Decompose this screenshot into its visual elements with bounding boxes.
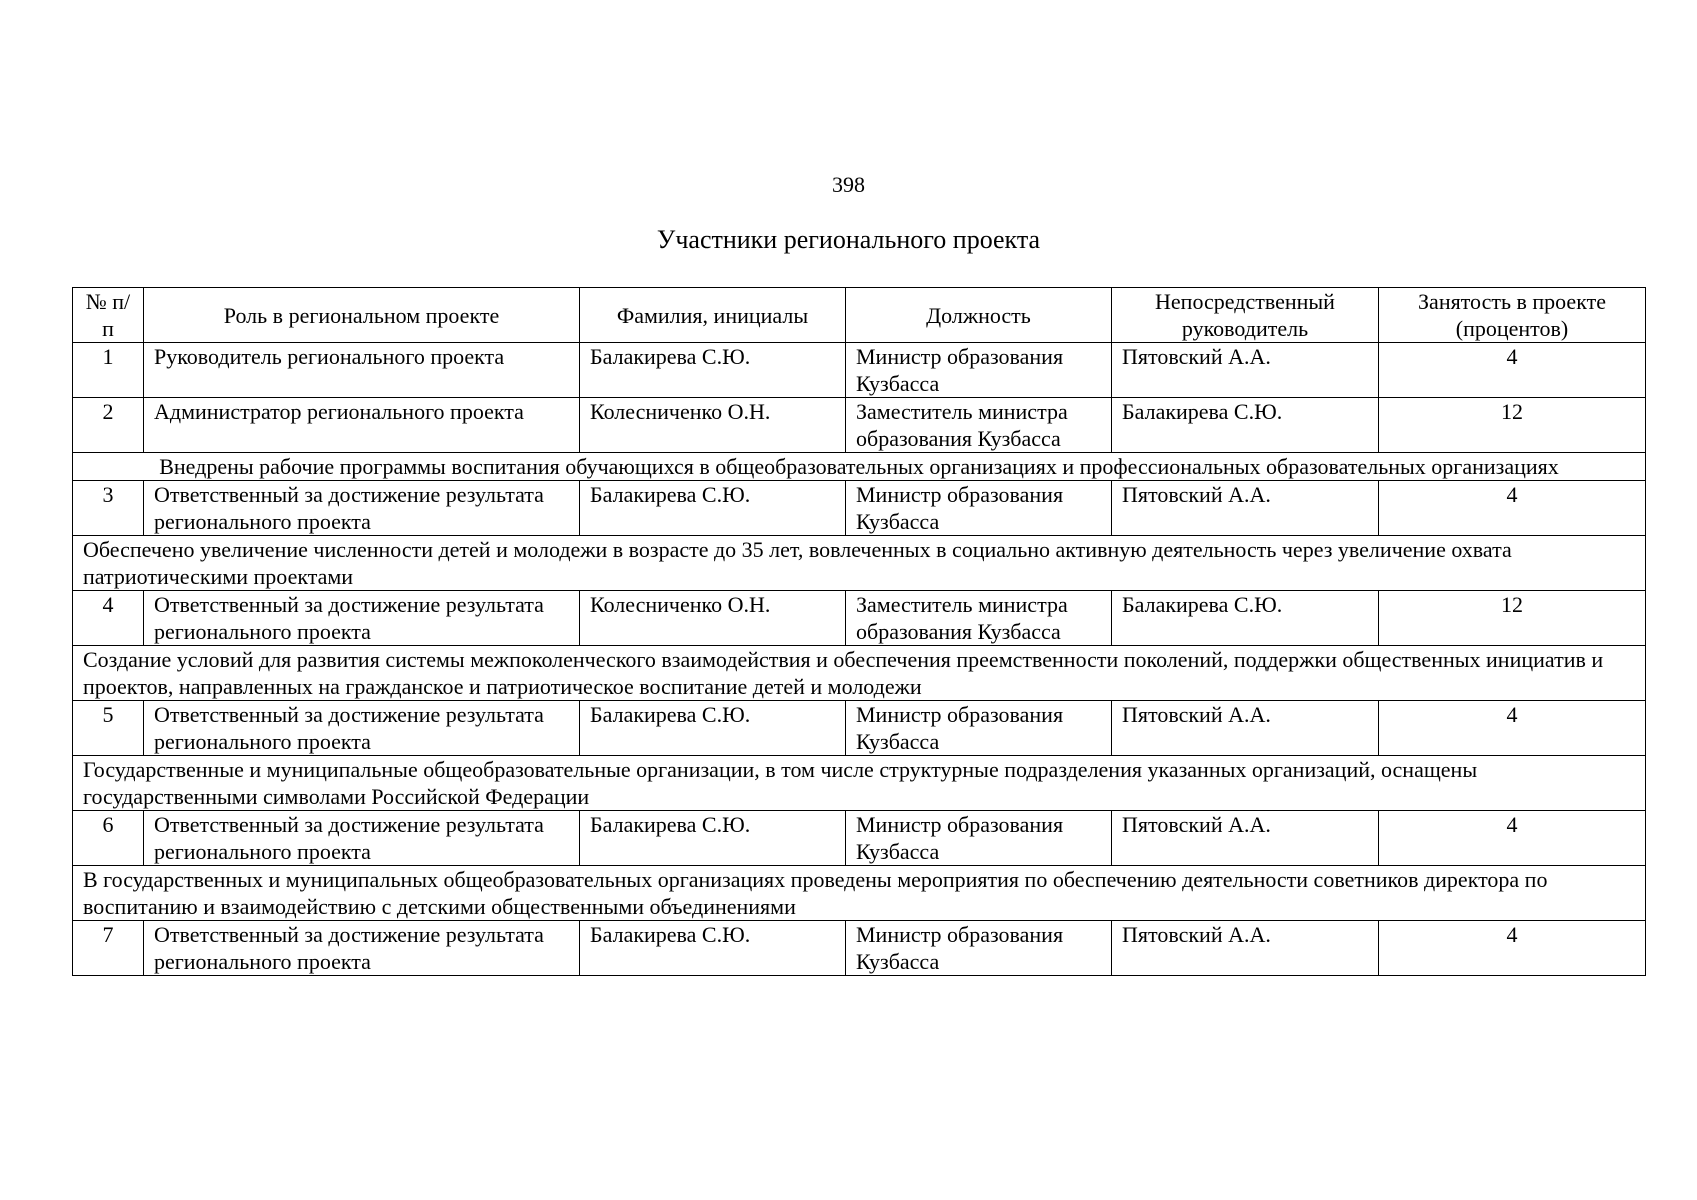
cell-role: Ответственный за достижение результата регионального проекта — [144, 701, 580, 756]
section-title: Государственные и муниципальные общеобразовательные организации, в том числе структурные подразделения указанных организаций, оснащены государственными символами Российской Федерации — [73, 756, 1646, 811]
cell-num: 3 — [73, 481, 144, 536]
cell-position: Заместитель министра образования Кузбасса — [846, 398, 1112, 453]
table-row — [73, 921, 1646, 976]
cell-num: 6 — [73, 811, 144, 866]
table-row — [73, 343, 1646, 398]
header-role: Роль в региональном проекте — [144, 288, 580, 343]
cell-position: Министр образования Кузбасса — [846, 481, 1112, 536]
cell-role: Руководитель регионального проекта — [144, 343, 580, 398]
section-row — [73, 536, 1646, 591]
header-name: Фамилия, инициалы — [580, 288, 846, 343]
cell-name: Балакирева С.Ю. — [580, 343, 846, 398]
section-row — [73, 646, 1646, 701]
table-row — [73, 591, 1646, 646]
cell-name: Балакирева С.Ю. — [580, 921, 846, 976]
document-title: Участники регионального проекта — [656, 225, 1041, 254]
cell-position: Министр образования Кузбасса — [846, 343, 1112, 398]
cell-position: Министр образования Кузбасса — [846, 811, 1112, 866]
header-row — [73, 288, 1646, 343]
cell-employment: 4 — [1379, 921, 1646, 976]
cell-supervisor: Пятовский А.А. — [1112, 811, 1379, 866]
cell-num: 2 — [73, 398, 144, 453]
cell-supervisor: Пятовский А.А. — [1112, 481, 1379, 536]
table-header — [73, 288, 1646, 343]
cell-supervisor: Балакирева С.Ю. — [1112, 591, 1379, 646]
cell-name: Колесниченко О.Н. — [580, 398, 846, 453]
header-supervisor: Непосредственный руководитель — [1112, 288, 1379, 343]
header-num: № п/п — [73, 288, 144, 343]
cell-supervisor: Пятовский А.А. — [1112, 921, 1379, 976]
cell-name: Колесниченко О.Н. — [580, 591, 846, 646]
cell-role: Ответственный за достижение результата регионального проекта — [144, 811, 580, 866]
section-row — [73, 453, 1646, 481]
cell-position: Заместитель министра образования Кузбасса — [846, 591, 1112, 646]
table-row — [73, 701, 1646, 756]
section-title: Обеспечено увеличение численности детей и молодежи в возрасте до 35 лет, вовлеченных в социально активную деятельность через увеличение охвата патриотическими проектами — [73, 536, 1646, 591]
cell-num: 1 — [73, 343, 144, 398]
cell-num: 5 — [73, 701, 144, 756]
participants-table — [72, 287, 1646, 976]
section-title: Внедрены рабочие программы воспитания обучающихся в общеобразовательных организациях и профессиональных образовательных организациях — [73, 453, 1646, 481]
cell-name: Балакирева С.Ю. — [580, 481, 846, 536]
cell-position: Министр образования Кузбасса — [846, 921, 1112, 976]
cell-position: Министр образования Кузбасса — [846, 701, 1112, 756]
cell-role: Ответственный за достижение результата регионального проекта — [144, 481, 580, 536]
cell-role: Ответственный за достижение результата регионального проекта — [144, 591, 580, 646]
cell-name: Балакирева С.Ю. — [580, 811, 846, 866]
section-row — [73, 756, 1646, 811]
page-number: 398 — [832, 172, 865, 197]
table-row — [73, 481, 1646, 536]
cell-num: 7 — [73, 921, 144, 976]
section-title: В государственных и муниципальных общеобразовательных организациях проведены мероприятия по обеспечению деятельности советников директора по воспитанию и взаимодействию с детскими общественными объединениями — [73, 866, 1646, 921]
cell-employment: 4 — [1379, 701, 1646, 756]
cell-supervisor: Балакирева С.Ю. — [1112, 398, 1379, 453]
cell-supervisor: Пятовский А.А. — [1112, 343, 1379, 398]
table-body — [73, 343, 1646, 976]
cell-supervisor: Пятовский А.А. — [1112, 701, 1379, 756]
table-row — [73, 811, 1646, 866]
cell-employment: 4 — [1379, 481, 1646, 536]
table-row — [73, 398, 1646, 453]
cell-employment: 12 — [1379, 591, 1646, 646]
cell-role: Ответственный за достижение результата регионального проекта — [144, 921, 580, 976]
cell-num: 4 — [73, 591, 144, 646]
header-employment: Занятость в проекте (процентов) — [1379, 288, 1646, 343]
cell-employment: 4 — [1379, 343, 1646, 398]
cell-name: Балакирева С.Ю. — [580, 701, 846, 756]
cell-employment: 12 — [1379, 398, 1646, 453]
cell-role: Администратор регионального проекта — [144, 398, 580, 453]
section-row — [73, 866, 1646, 921]
cell-employment: 4 — [1379, 811, 1646, 866]
header-position: Должность — [846, 288, 1112, 343]
section-title: Создание условий для развития системы межпоколенческого взаимодействия и обеспечения преемственности поколений, поддержки общественных инициатив и проектов, направленных на гражданское и патриотическое воспитание детей и молодежи — [73, 646, 1646, 701]
